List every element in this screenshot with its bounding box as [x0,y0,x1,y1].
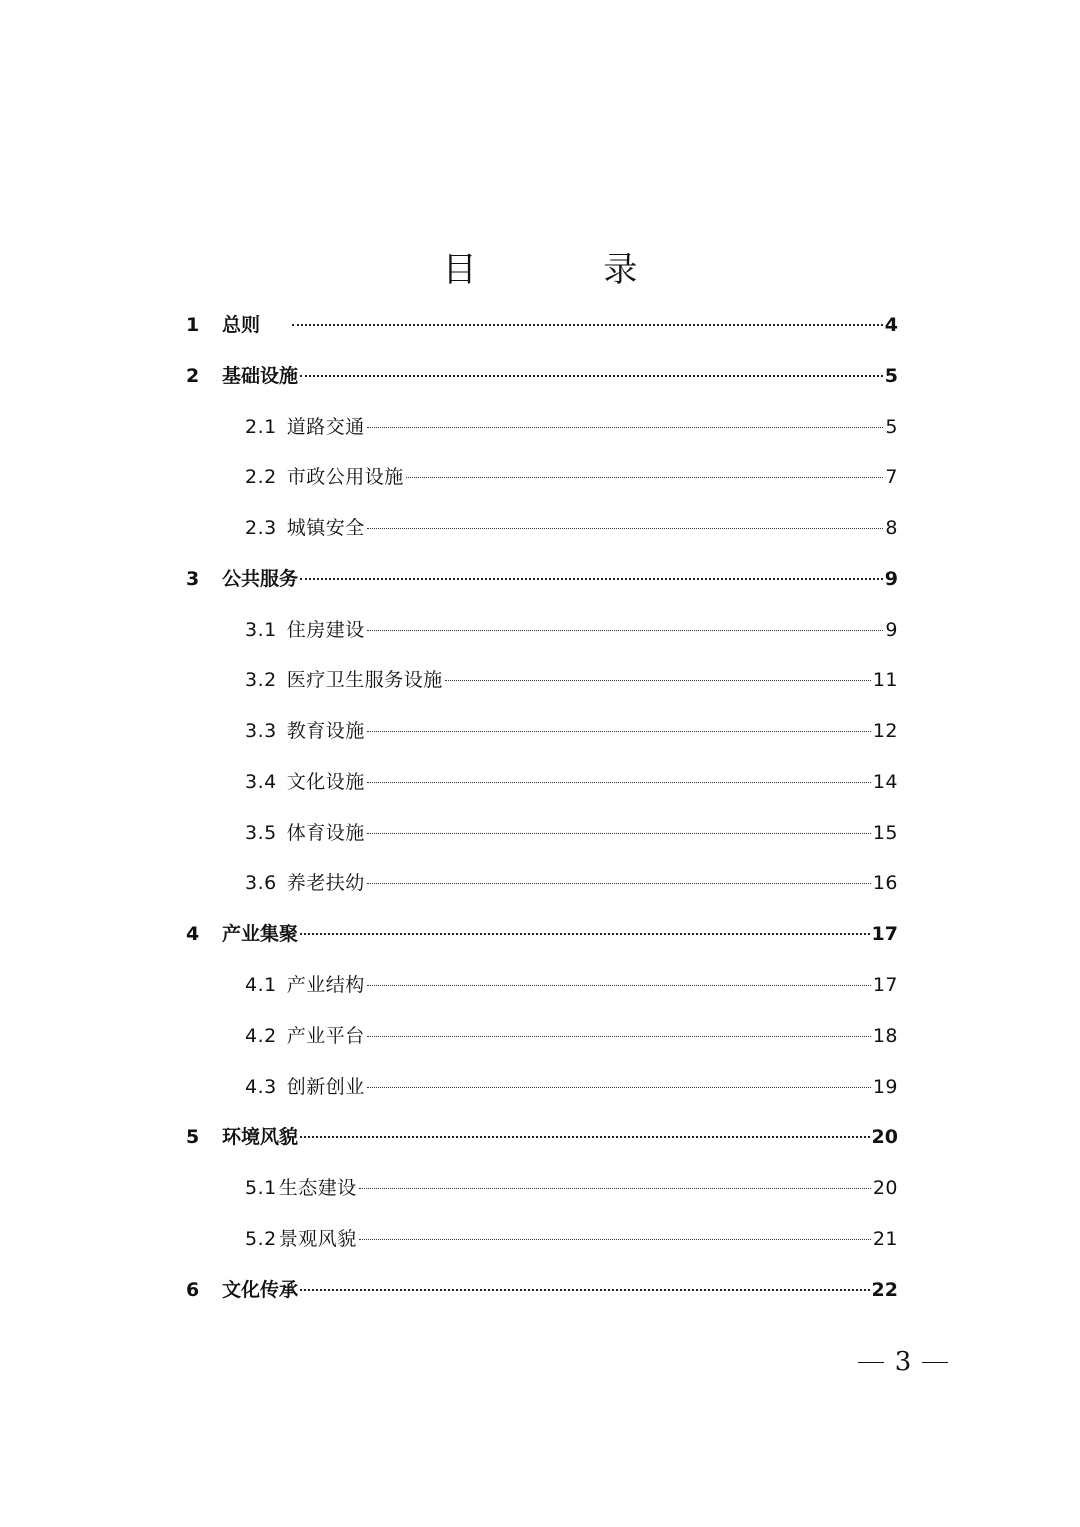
toc-leader-dots [300,1136,870,1138]
toc-entry-number: 6 [186,1279,200,1301]
toc-entry-number: 5 [186,1126,200,1148]
toc-entry-page: 9 [884,568,898,590]
toc-entry[interactable] [245,457,898,497]
toc-leader-dots [406,477,884,478]
toc-entry-label: 生态建设 [278,1177,357,1199]
toc-leader-dots [367,782,871,783]
toc-entry[interactable] [245,1219,898,1259]
toc-entry-label: 医疗卫生服务设施 [286,669,443,691]
toc-entry-label: 住房建设 [286,619,365,641]
toc-entry-label: 市政公用设施 [286,466,404,488]
toc-entry-page: 5 [884,365,898,387]
toc-entry-page: 4 [884,314,898,336]
toc-entry-page: 20 [871,1126,898,1148]
toc-entry-number: 2.2 [245,466,277,488]
toc-entry[interactable] [186,1270,898,1310]
toc-leader-dots [292,324,883,326]
toc-entry-number: 3.6 [245,872,277,894]
toc-entry-page: 21 [872,1228,898,1250]
toc-leader-dots [300,375,883,377]
toc-entry[interactable] [186,1117,898,1157]
toc-entry[interactable] [245,407,898,447]
toc-entry-label: 总则 [222,314,261,336]
page-number-footer [858,1342,948,1382]
toc-leader-dots [367,427,884,428]
toc-leader-dots [367,883,871,884]
toc-entry-number: 3.2 [245,669,277,691]
toc-entry-page: 11 [872,669,898,691]
toc-entry-label: 文化传承 [222,1279,299,1301]
toc-entry-number: 4.3 [245,1076,277,1098]
toc-entry-page: 15 [872,822,898,844]
left-dash [858,1362,884,1363]
toc-entry[interactable] [245,813,898,853]
toc-entry-page: 17 [871,923,898,945]
toc-entry-label: 公共服务 [222,568,299,590]
toc-entry-page: 9 [885,619,898,641]
toc-entry[interactable] [245,711,898,751]
toc-entry-label: 产业结构 [286,974,365,996]
toc-entry-number: 4.2 [245,1025,277,1047]
toc-entry-page: 14 [872,771,898,793]
toc-entry-number: 3.4 [245,771,277,793]
toc-entry[interactable] [186,914,898,954]
toc-entry[interactable] [186,356,898,396]
toc-leader-dots [367,833,871,834]
toc-entry-page: 8 [885,517,898,539]
toc-entry-number: 5.2 [245,1228,277,1250]
toc-leader-dots [367,731,871,732]
toc-entry-label: 环境风貌 [222,1126,299,1148]
toc-entry-number: 4.1 [245,974,277,996]
toc-entry-number: 4 [186,923,200,945]
toc-entry-page: 12 [872,720,898,742]
toc-entry-number: 3.5 [245,822,277,844]
toc-entry-label: 文化设施 [286,771,365,793]
toc-leader-dots [300,1289,870,1291]
toc-entry[interactable] [245,965,898,1005]
toc-entry-label: 体育设施 [286,822,365,844]
toc-entry-page: 17 [872,974,898,996]
page-title: 目 录 [442,250,696,290]
toc-entry-number: 3.1 [245,619,277,641]
toc-entry[interactable] [245,1168,898,1208]
toc-entry[interactable] [245,762,898,802]
toc-leader-dots [445,680,871,681]
toc-leader-dots [359,1188,871,1189]
toc-entry-label: 产业平台 [286,1025,365,1047]
toc-leader-dots [367,985,871,986]
toc-leader-dots [300,578,883,580]
page-number: 3 [894,1347,912,1377]
toc-leader-dots [367,1087,871,1088]
toc-entry-number: 3.3 [245,720,277,742]
toc-entry-label: 创新创业 [286,1076,365,1098]
toc-entry[interactable] [186,559,898,599]
toc-entry-label: 养老扶幼 [286,872,365,894]
toc-entry-label: 城镇安全 [286,517,365,539]
toc-entry-label: 基础设施 [222,365,299,387]
right-dash [922,1362,948,1363]
toc-entry-page: 19 [872,1076,898,1098]
toc-leader-dots [367,528,884,529]
toc-entry-number: 1 [186,314,200,336]
toc-entry-page: 5 [885,416,898,438]
toc-entry-page: 16 [872,872,898,894]
toc-entry-number: 3 [186,568,200,590]
toc-entry[interactable] [245,508,898,548]
toc-entry[interactable] [245,660,898,700]
toc-entry[interactable] [245,610,898,650]
toc-entry-number: 2.3 [245,517,277,539]
toc-entry-label: 景观风貌 [278,1228,357,1250]
toc-entry[interactable] [186,305,898,345]
toc-entry[interactable] [245,1016,898,1056]
toc-leader-dots [367,630,884,631]
toc-entry-number: 5.1 [245,1177,277,1199]
toc-entry-label: 产业集聚 [222,923,299,945]
toc-entry-label: 道路交通 [286,416,365,438]
toc-entry-label: 教育设施 [286,720,365,742]
toc-entry-page: 7 [885,466,898,488]
toc-entry-number: 2 [186,365,200,387]
toc-entry-number: 2.1 [245,416,277,438]
toc-entry[interactable] [245,1067,898,1107]
toc-leader-dots [367,1036,871,1037]
toc-leader-dots [300,933,870,935]
toc-entry-page: 20 [872,1177,898,1199]
toc-entry[interactable] [245,863,898,903]
toc-entry-page: 18 [872,1025,898,1047]
toc-leader-dots [359,1239,871,1240]
toc-entry-page: 22 [871,1279,898,1301]
